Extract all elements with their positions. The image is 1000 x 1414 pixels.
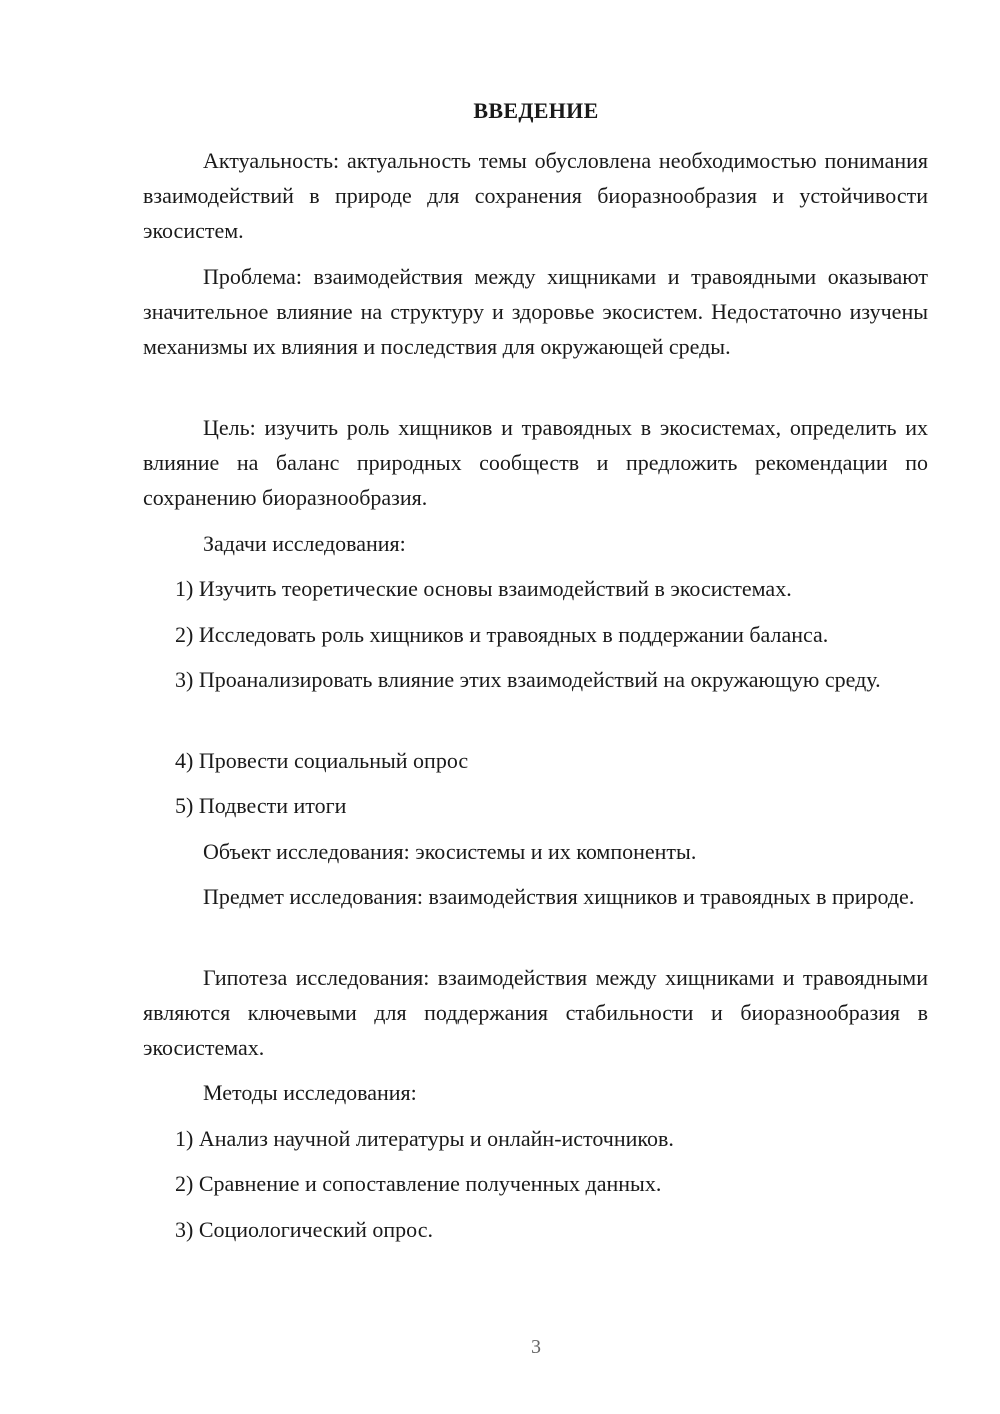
paragraph-relevance: Актуальность: актуальность темы обусловлена необходимостью понимания взаимодействий в природе для сохранения биоразнообразия и устойчивости экосистем. (143, 148, 928, 243)
list-item-task-1: 1) Изучить теоретические основы взаимодействий в экосистемах. (175, 576, 792, 601)
list-item-method-1: 1) Анализ научной литературы и онлайн-источников. (175, 1126, 674, 1151)
paragraph-subject: Предмет исследования: взаимодействия хищников и травоядных в природе. (203, 884, 915, 909)
paragraph-methods-heading: Методы исследования: (203, 1080, 417, 1105)
list-item-task-4: 4) Провести социальный опрос (175, 748, 469, 773)
list-item-method-3: 3) Социологический опрос. (175, 1217, 433, 1242)
list-item-task-3: 3) Проанализировать влияние этих взаимодействий на окружающую среду. (175, 667, 881, 692)
paragraph-goal: Цель: изучить роль хищников и травоядных в экосистемах, определить их влияние на баланс природных сообществ и предложить рекомендации по сохранению биоразнообразия. (143, 415, 928, 510)
section-title: ВВЕДЕНИЕ (473, 98, 599, 123)
list-item-task-5: 5) Подвести итоги (175, 793, 347, 818)
paragraph-problem: Проблема: взаимодействия между хищниками и травоядными оказывают значительное влияние на структуру и здоровье экосистем. Недостаточно изучены механизмы их влияния и последствия для окружающей среды. (143, 264, 928, 359)
page-number: 3 (531, 1336, 541, 1358)
paragraph-tasks-heading: Задачи исследования: (203, 531, 406, 556)
list-item-task-2: 2) Исследовать роль хищников и травоядных в поддержании баланса. (175, 622, 829, 647)
paragraph-object: Объект исследования: экосистемы и их компоненты. (203, 839, 697, 864)
paragraph-hypothesis: Гипотеза исследования: взаимодействия между хищниками и травоядными являются ключевыми для поддержания стабильности и биоразнообразия в экосистемах. (143, 965, 928, 1060)
list-item-method-2: 2) Сравнение и сопоставление полученных данных. (175, 1171, 662, 1196)
